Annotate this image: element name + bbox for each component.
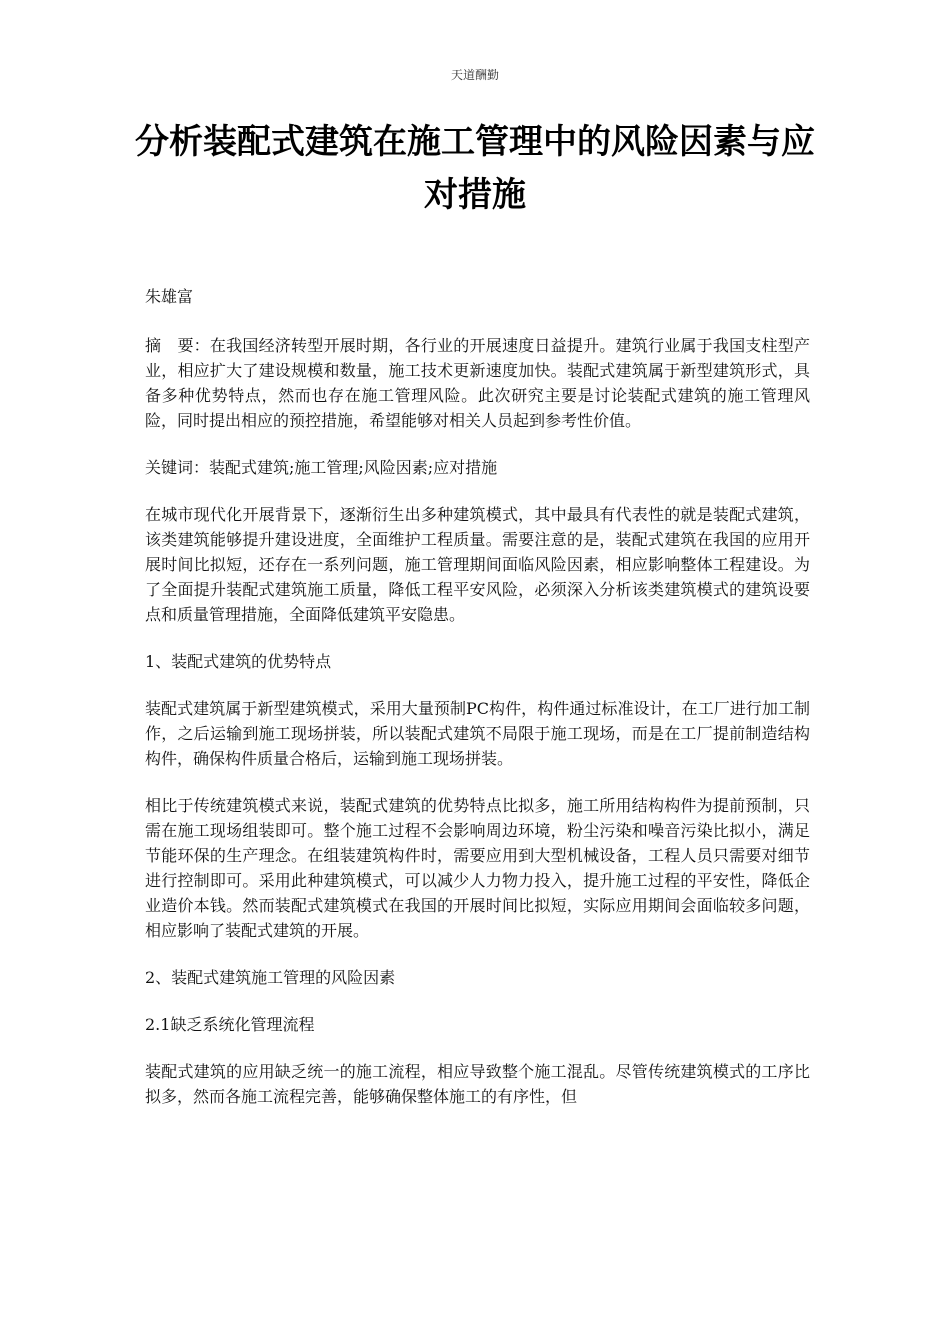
section-1-heading: 1、装配式建筑的优势特点 — [145, 652, 332, 671]
section-2-1-heading: 2.1缺乏系统化管理流程 — [145, 1015, 315, 1034]
section-1-paragraph-2: 相比于传统建筑模式来说，装配式建筑的优势特点比拟多，施工所用结构构件为提前预制，只需在施工现场组装即可。整个施工过程不会影响周边环境，粉尘污染和噪音污染比拟小，满足节能环保的生产理念。在组装建筑构件时，需要应用到大型机械设备，工程人员只需要对细节进行控制即可。采用此种建筑模式，可以减少人力物力投入，提升施工过程的平安性，降低企业造价本钱。然而装配式建筑模式在我国的开展时间比拟短，实际应用期间会面临较多问题，相应影响了装配式建筑的开展。 — [145, 796, 810, 940]
document-body — [145, 284, 810, 1131]
page-header: 天道酬勤 — [450, 68, 499, 82]
abstract-paragraph: 摘 要：在我国经济转型开展时期，各行业的开展速度日益提升。建筑行业属于我国支柱型产业，相应扩大了建设规模和数量，施工技术更新速度加快。装配式建筑属于新型建筑形式，具备多种优势特点，然而也存在施工管理风险。此次研究主要是讨论装配式建筑的施工管理风险，同时提出相应的预控措施，希望能够对相关人员起到参考性价值。 — [145, 336, 810, 430]
document-title: 分析装配式建筑在施工管理中的风险因素与应对措施 — [135, 122, 815, 215]
section-2-1-paragraph-1: 装配式建筑的应用缺乏统一的施工流程，相应导致整个施工混乱。尽管传统建筑模式的工序比拟多，然而各施工流程完善，能够确保整体施工的有序性，但 — [145, 1062, 810, 1106]
section-2-heading: 2、装配式建筑施工管理的风险因素 — [145, 968, 396, 987]
section-1-paragraph-1: 装配式建筑属于新型建筑模式，采用大量预制PC构件，构件通过标准设计，在工厂进行加工制作，之后运输到施工现场拼装，所以装配式建筑不局限于施工现场，而是在工厂提前制造结构构件，确保构件质量合格后，运输到施工现场拼装。 — [145, 699, 810, 768]
keywords-paragraph: 关键词：装配式建筑;施工管理;风险因素;应对措施 — [145, 458, 498, 477]
author-name: 朱雄富 — [145, 287, 194, 306]
intro-paragraph: 在城市现代化开展背景下，逐渐衍生出多种建筑模式，其中最具有代表性的就是装配式建筑，该类建筑能够提升建设进度，全面维护工程质量。需要注意的是，装配式建筑在我国的应用开展时间比拟短，还存在一系列问题，施工管理期间面临风险因素，相应影响整体工程建设。为了全面提升装配式建筑施工质量，降低工程平安风险，必须深入分析该类建筑模式的建筑设要点和质量管理措施，全面降低建筑平安隐患。 — [145, 505, 810, 624]
